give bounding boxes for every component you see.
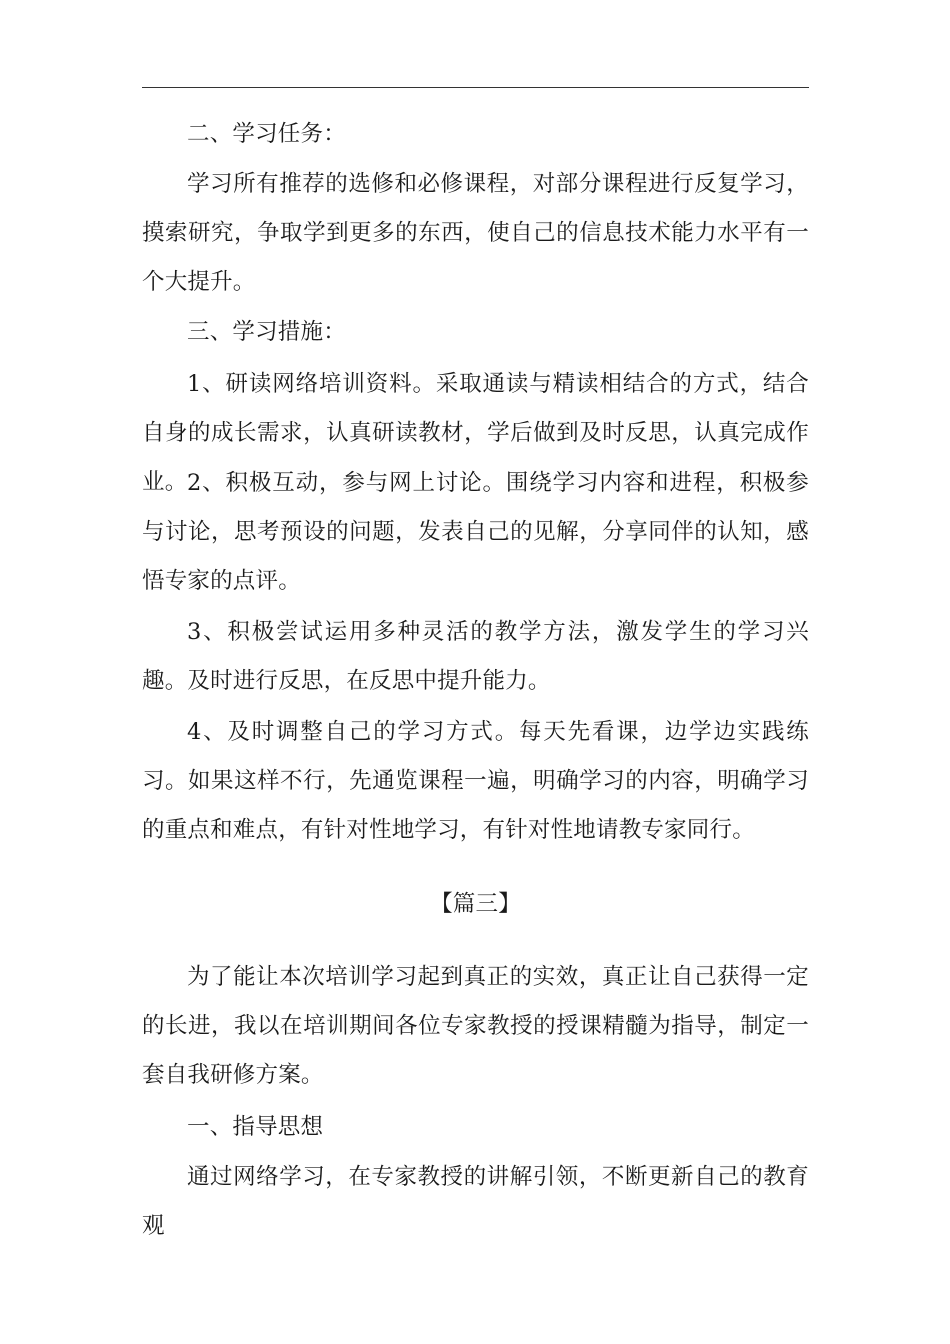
paragraph-learning-tasks: 学习所有推荐的选修和必修课程，对部分课程进行反复学习，摸索研究，争取学到更多的东西，使自己的信息技术能力水平有一个大提升。 — [142, 171, 809, 295]
paragraph-measure-3: 3、积极尝试运用多种灵活的教学方法，激发学生的学习兴趣。及时进行反思，在反思中提升能力。 — [142, 619, 809, 694]
chapter-title: 【篇三】 — [430, 891, 521, 917]
section-heading-guiding-thought: 一、指导思想 — [187, 1114, 324, 1140]
paragraph-intro: 为了能让本次培训学习起到真正的实效，真正让自己获得一定的长进，我以在培训期间各位专家教授的授课精髓为指导，制定一套自我研修方案。 — [142, 964, 809, 1088]
header-rule — [142, 87, 809, 88]
paragraph-measure-4: 4、及时调整自己的学习方式。每天先看课，边学边实践练习。如果这样不行，先通览课程一遍，明确学习的内容，明确学习的重点和难点，有针对性地学习，有针对性地请教专家同行。 — [142, 719, 809, 843]
paragraph-measure-2: 2、积极互动，参与网上讨论。围绕学习内容和进程，积极参与讨论，思考预设的问题，发表自己的见解，分享同伴的认知，感悟专家的点评。 — [142, 470, 809, 594]
section-heading-learning-measures: 三、学习措施： — [187, 319, 346, 345]
paragraph-guiding-thought: 通过网络学习，在专家教授的讲解引领，不断更新自己的教育观 — [142, 1164, 809, 1239]
paragraph-measure-1: 1、研读网络培训资料。采取通读与精读相结合的方式，结合自身的成长需求，认真研读教材，学后做到及时反思，认真完成作业。 — [142, 371, 809, 495]
section-heading-learning-tasks: 二、学习任务： — [187, 121, 346, 147]
